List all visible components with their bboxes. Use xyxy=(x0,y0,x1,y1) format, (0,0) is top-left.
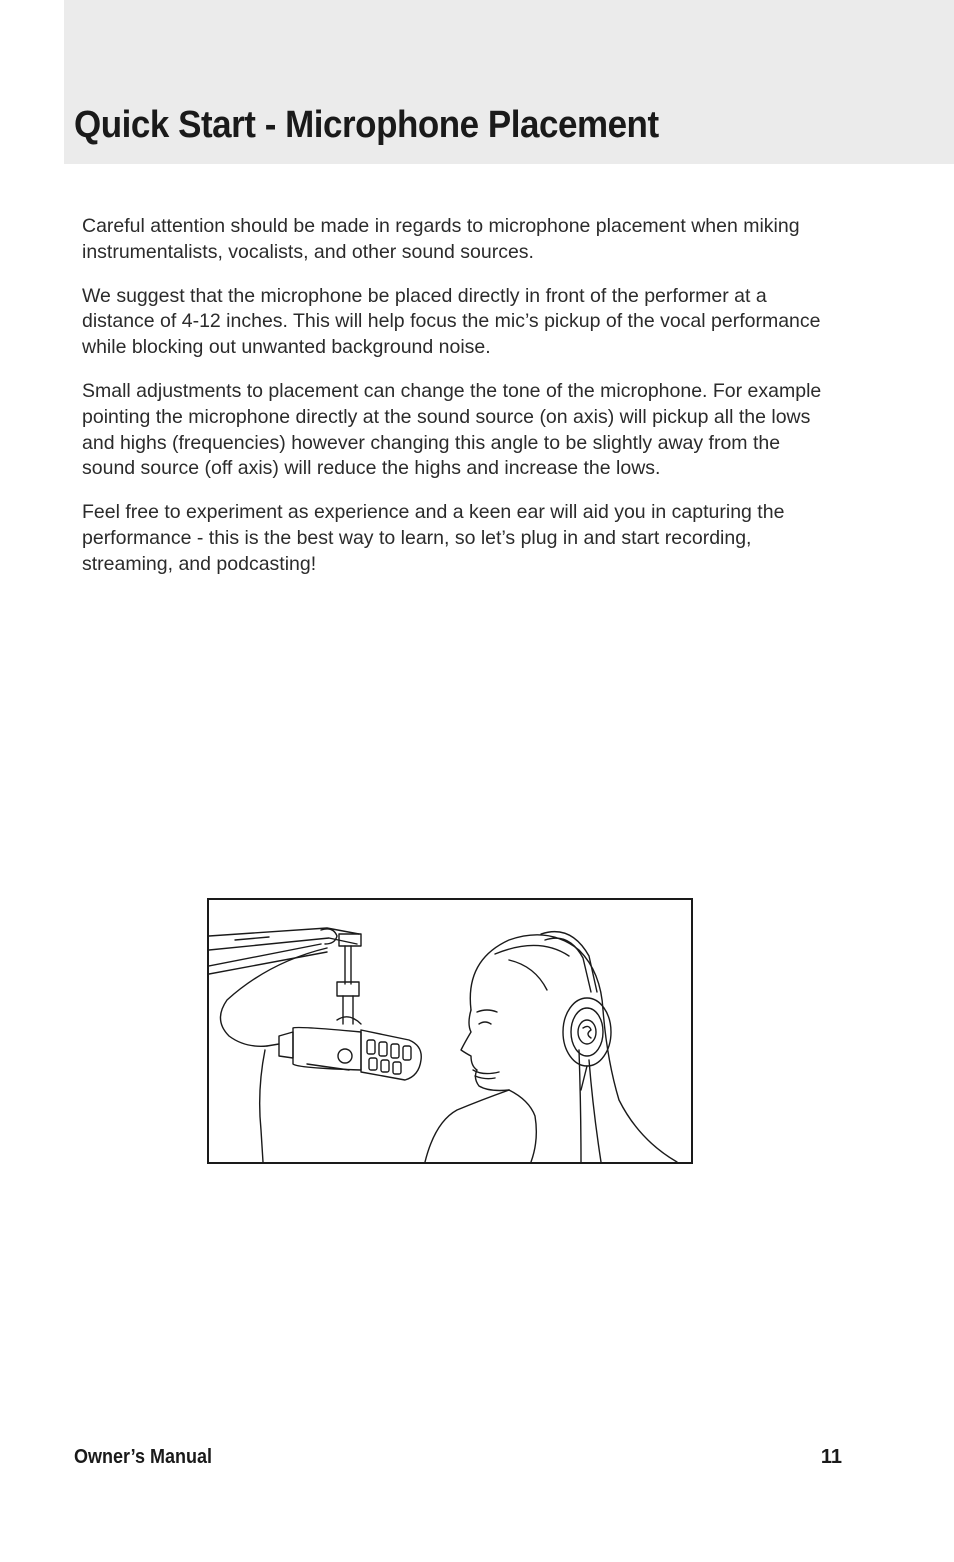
paragraph-axis: Small adjustments to placement can change the tone of the microphone. For example pointing the microphone directly at the sound source (on axis) will pickup all the lows and highs (frequencies) however changing this angle to be slightly away from the sound source (off axis) will reduce the highs and increase the lows. xyxy=(82,379,822,480)
page-number: 11 xyxy=(820,1446,842,1468)
boom-arm xyxy=(209,928,359,974)
page-title: Quick Start - Microphone Placement xyxy=(74,104,659,146)
mic-cable xyxy=(220,948,327,1162)
paragraph-experiment: Feel free to experiment as experience and a keen ear will aid you in capturing the performance - this is the best way to learn, so let’s plug in and start recording, streaming, and podcasting! xyxy=(82,501,785,575)
paragraph-intro: Careful attention should be made in regards to microphone placement when miking instrumentalists, vocalists, and other sound sources. xyxy=(82,215,800,263)
line-art-drawing xyxy=(209,900,691,1162)
microphone-placement-illustration xyxy=(207,898,693,1164)
paragraph-distance: We suggest that the microphone be placed directly in front of the performer at a distance of 4-12 inches. This will help focus the mic’s pickup of the vocal performance while blocking out unwanted background noise. xyxy=(82,284,821,359)
microphone xyxy=(279,1028,421,1081)
woman-with-headphones xyxy=(425,932,677,1162)
footer-label: Owner’s Manual xyxy=(74,1446,213,1468)
body-text xyxy=(82,214,822,596)
mic-mount xyxy=(337,934,361,1024)
